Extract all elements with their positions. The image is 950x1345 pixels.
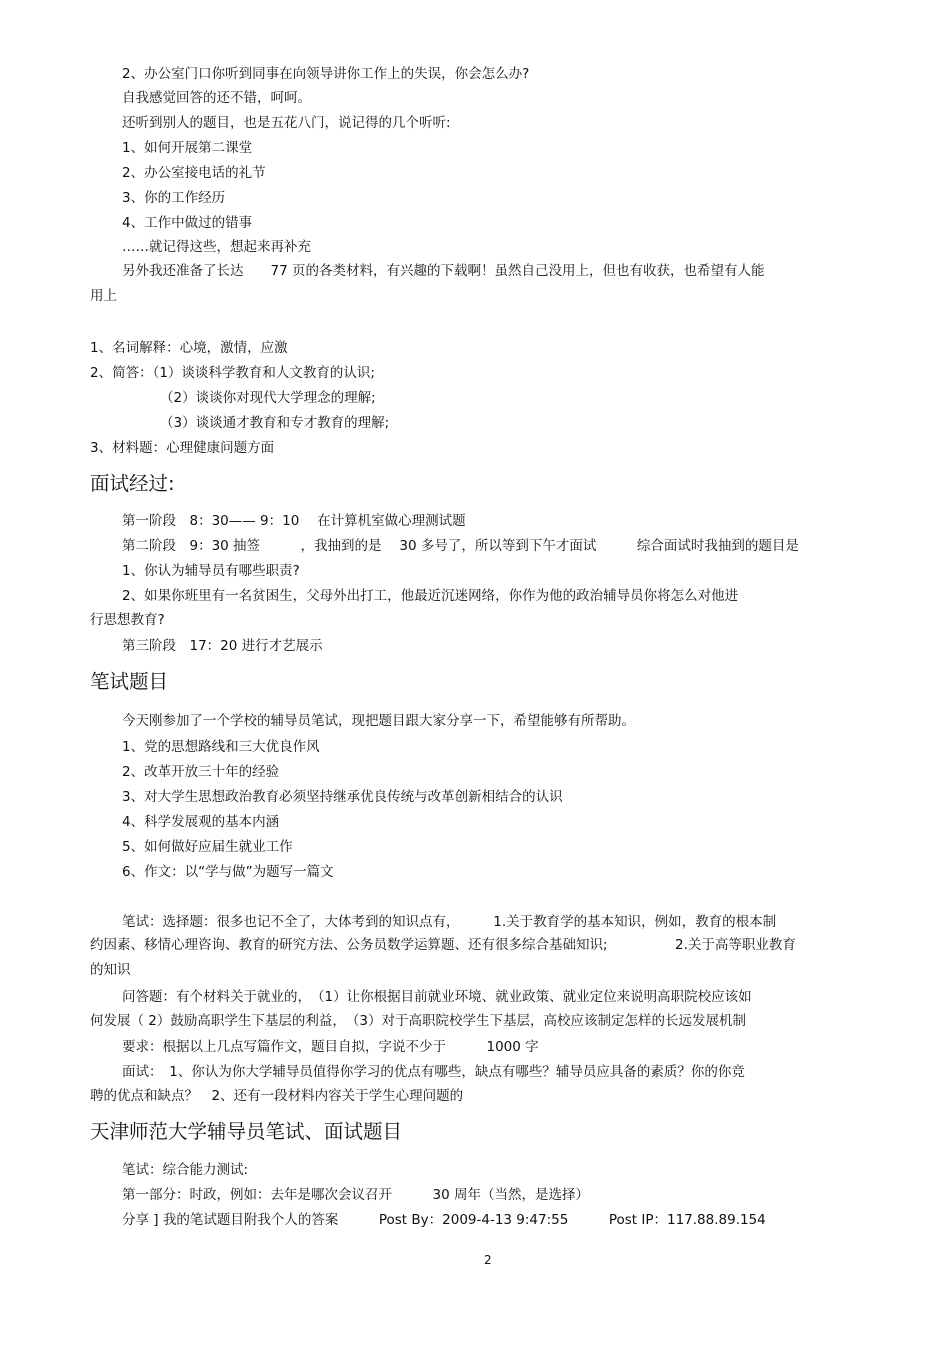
list-item: 1、你认为辅导员有哪些职责? xyxy=(122,563,300,579)
text-line: ……就记得这些，想起来再补充 xyxy=(122,239,311,255)
text-line: 今天刚参加了一个学校的辅导员笔试，现把题目跟大家分享一下，希望能够有所帮助。 xyxy=(122,713,635,729)
list-item: 2、简答：（1）谈谈科学教育和人文教育的认识; xyxy=(90,365,375,381)
list-item: 3、材料题：心理健康问题方面 xyxy=(90,440,275,456)
text-line: 行思想教育? xyxy=(90,612,165,628)
text-line: 面试： 1、你认为你大学辅导员值得你学习的优点有哪些，缺点有哪些？辅导员应具备的素质？你的你竞 xyxy=(122,1064,745,1080)
text-line: 约因素、移情心理咨询、教育的研究方法、公务员数学运算题、还有很多综合基础知识; 2.关于高等职业教育 xyxy=(90,937,796,953)
text-line: 要求：根据以上几点写篇作文，题目自拟，字说不少于 1000 字 xyxy=(122,1039,539,1055)
text-line: 自我感觉回答的还不错，呵呵。 xyxy=(122,90,311,106)
text-line: 第二阶段 9：30 抽签 ，我抽到的是 30 多号了，所以等到下午才面试 综合面试时我抽到的题目是 xyxy=(122,538,799,554)
text-line: 分享 ] 我的笔试题目附我个人的答案 Post By：2009-4-13 9:47:55 Post IP：117.88.89.154 xyxy=(122,1212,766,1228)
text-line: 还听到别人的题目，也是五花八门，说记得的几个听听: xyxy=(122,115,451,131)
text-line: 聘的优点和缺点？ 2、还有一段材料内容关于学生心理问题的 xyxy=(90,1088,464,1104)
page-number: 2 xyxy=(484,1253,492,1267)
list-item: 3、对大学生思想政治教育必须坚持继承优良传统与改革创新相结合的认识 xyxy=(122,789,563,805)
text-line: 第一阶段 8：30—— 9：10 在计算机室做心理测试题 xyxy=(122,513,466,529)
list-item: 5、如何做好应届生就业工作 xyxy=(122,839,293,855)
list-item: 1、名词解释：心境，激情，应激 xyxy=(90,340,288,356)
list-item: 1、如何开展第二课堂 xyxy=(122,140,253,156)
text-line: 问答题：有个材料关于就业的， （1）让你根据目前就业环境、就业政策、就业定位来说明高职院校应该如 xyxy=(122,989,752,1005)
section-heading: 天津师范大学辅导员笔试、面试题目 xyxy=(90,1120,403,1143)
text-line: 第一部分：时政，例如：去年是哪次会议召开 30 周年（当然，是选择） xyxy=(122,1187,589,1203)
list-item: （2）谈谈你对现代大学理念的理解; xyxy=(160,390,376,406)
list-item: 4、科学发展观的基本内涵 xyxy=(122,814,280,830)
text-line: 何发展（ 2）鼓励高职学生下基层的利益， （3）对于高职院校学生下基层，高校应该制定怎样的长远发展机制 xyxy=(90,1013,746,1029)
list-item: 2、改革开放三十年的经验 xyxy=(122,764,280,780)
text-line: 2、办公室门口你听到同事在向领导讲你工作上的失误，你会怎么办? xyxy=(122,66,530,82)
list-item: 2、办公室接电话的礼节 xyxy=(122,165,266,181)
list-item: 6、作文：以“学与做”为题写一篇文 xyxy=(122,864,334,880)
text-line: 用上 xyxy=(90,288,117,304)
section-heading: 面试经过: xyxy=(90,472,175,495)
text-line: 笔试：综合能力测试: xyxy=(122,1162,249,1178)
text-line: 另外我还准备了长达 77 页的各类材料，有兴趣的下载啊！虽然自己没用上，但也有收获，也希望有人能 xyxy=(122,263,765,279)
list-item: 4、工作中做过的错事 xyxy=(122,215,253,231)
text-line: 笔试：选择题：很多也记不全了，大体考到的知识点有， 1.关于教育学的基本知识，例如，教育的根本制 xyxy=(122,914,777,930)
list-item: 1、党的思想路线和三大优良作风 xyxy=(122,739,320,755)
text-line: 第三阶段 17：20 进行才艺展示 xyxy=(122,638,323,654)
section-heading: 笔试题目 xyxy=(90,670,169,693)
list-item: 2、如果你班里有一名贫困生，父母外出打工，他最近沉迷网络，你作为他的政治辅导员你将怎么对他进 xyxy=(122,588,739,604)
list-item: 3、你的工作经历 xyxy=(122,190,226,206)
list-item: （3）谈谈通才教育和专才教育的理解; xyxy=(160,415,390,431)
text-line: 的知识 xyxy=(90,962,131,978)
